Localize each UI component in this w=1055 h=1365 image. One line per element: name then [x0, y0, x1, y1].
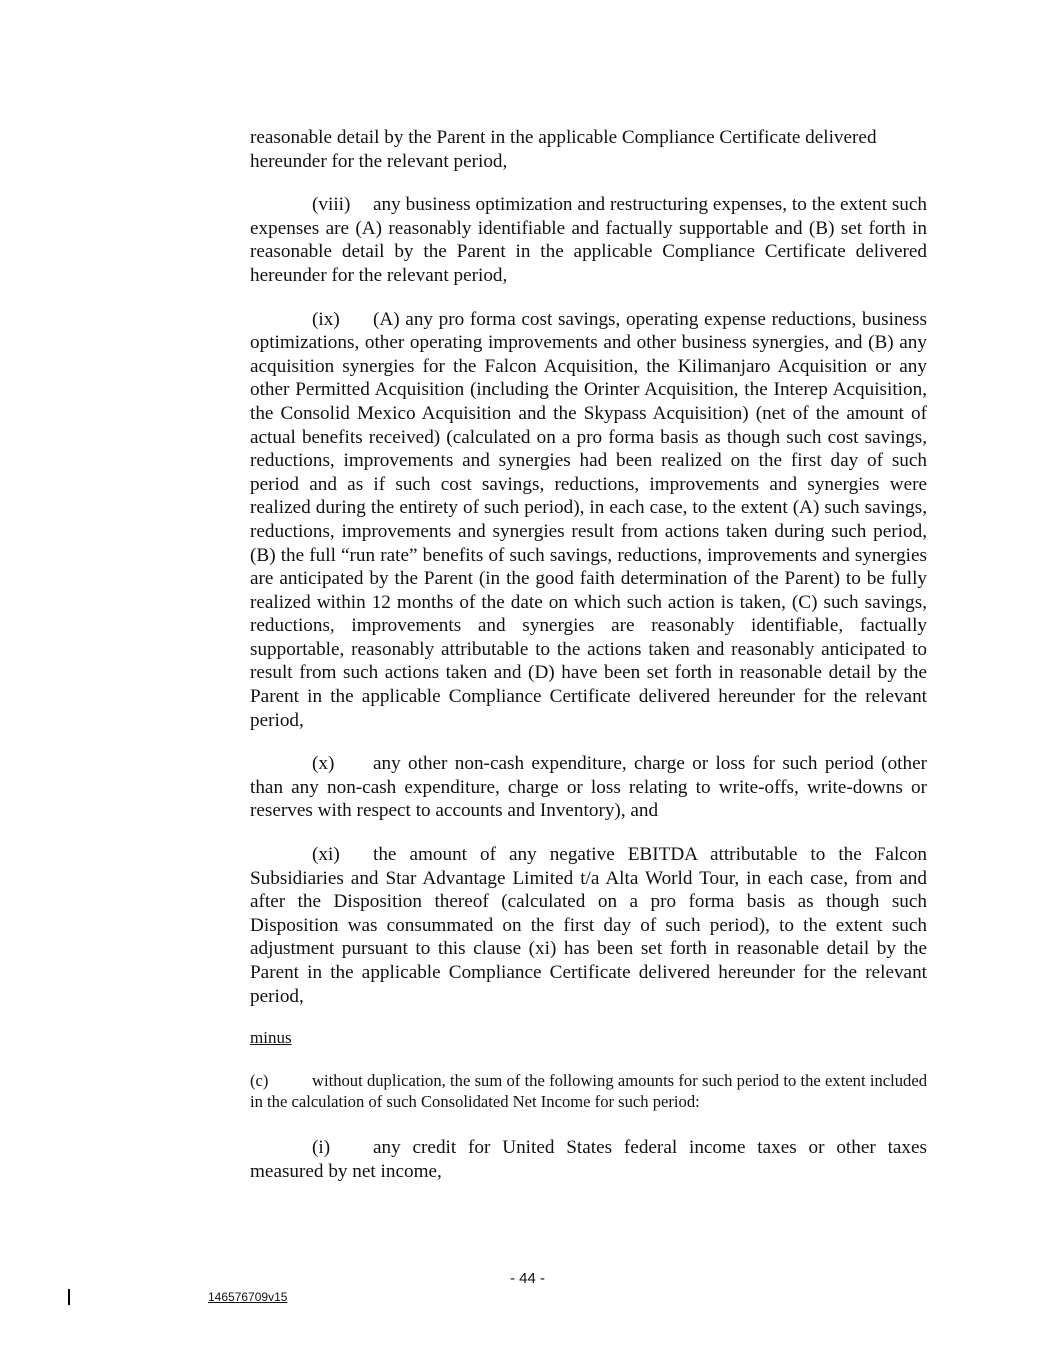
section-c	[250, 1070, 927, 1112]
clause-text: any credit for United States federal income taxes or other taxes measured by net income,	[250, 1137, 927, 1182]
page-number: - 44 -	[509, 1270, 545, 1287]
clause-xi	[250, 843, 927, 1008]
document-body	[250, 126, 927, 1203]
section-label: (c)	[250, 1071, 269, 1091]
clause-label: (xi)	[312, 844, 340, 866]
clause-text: any other non-cash expenditure, charge or loss for such period (other than any non-cash expenditure, charge or loss relating to write-offs, write-downs or reserves with respect to accounts and Inventory), and	[250, 753, 927, 822]
document-id: 146576709v15	[208, 1290, 288, 1304]
revision-bar	[68, 1289, 70, 1305]
clause-ix	[250, 308, 927, 733]
minus-heading: minus	[250, 1028, 292, 1048]
clause-label: (ix)	[312, 308, 340, 330]
clause-x	[250, 752, 927, 823]
clause-text: any business optimization and restructuring expenses, to the extent such expenses are (A) reasonably identifiable and factually supportable and (B) set forth in reasonable detail by the Parent in the applicable Compliance Certificate delivered hereunder for the relevant period,	[250, 194, 927, 286]
clause-i	[250, 1136, 927, 1183]
clause-label: (x)	[312, 753, 335, 775]
continuation-paragraph: reasonable detail by the Parent in the applicable Compliance Certificate delivered hereunder for the relevant period,	[250, 127, 877, 172]
clause-label: (i)	[312, 1137, 331, 1159]
section-text: without duplication, the sum of the following amounts for such period to the extent included in the calculation of such Consolidated Net Income for such period:	[250, 1071, 927, 1112]
clause-text: the amount of any negative EBITDA attributable to the Falcon Subsidiaries and Star Advantage Limited t/a Alta World Tour, in each case, from and after the Disposition thereof (calculated on a pro forma basis as though such Disposition was consummated on the first day of such period), to the extent such adjustment pursuant to this clause (xi) has been set forth in reasonable detail by the Parent in the applicable Compliance Certificate delivered hereunder for the relevant period,	[250, 844, 927, 1007]
clause-text: (A) any pro forma cost savings, operating expense reductions, business optimizations, other operating improvements and other business synergies, and (B) any acquisition synergies for the Falcon Acquisition, the Kilimanjaro Acquisition or any other Permitted Acquisition (including the Orinter Acquisition, the Interep Acquisition, the Consolid Mexico Acquisition and the Skypass Acquisition) (net of the amount of actual benefits received) (calculated on a pro forma basis as though such cost savings, reductions, improvements and synergies had been realized on the first day of such period and as if such cost savings, reductions, improvements and synergies were realized during the entirety of such period), in each case, to the extent (A) such savings, reductions, improvements and synergies result from actions taken during such period, (B) the full “run rate” benefits of such savings, reductions, improvements and synergies are anticipated by the Parent (in the good faith determination of the Parent) to be fully realized within 12 months of the date on which such action is taken, (C) such savings, reductions, improvements and synergies are reasonably identifiable, factually supportable, reasonably attributable to the actions taken and reasonably anticipated to result from such actions taken and (D) have been set forth in reasonable detail by the Parent in the applicable Compliance Certificate delivered hereunder for the relevant period,	[250, 308, 927, 731]
clause-viii	[250, 193, 927, 287]
clause-label: (viii)	[312, 194, 351, 216]
